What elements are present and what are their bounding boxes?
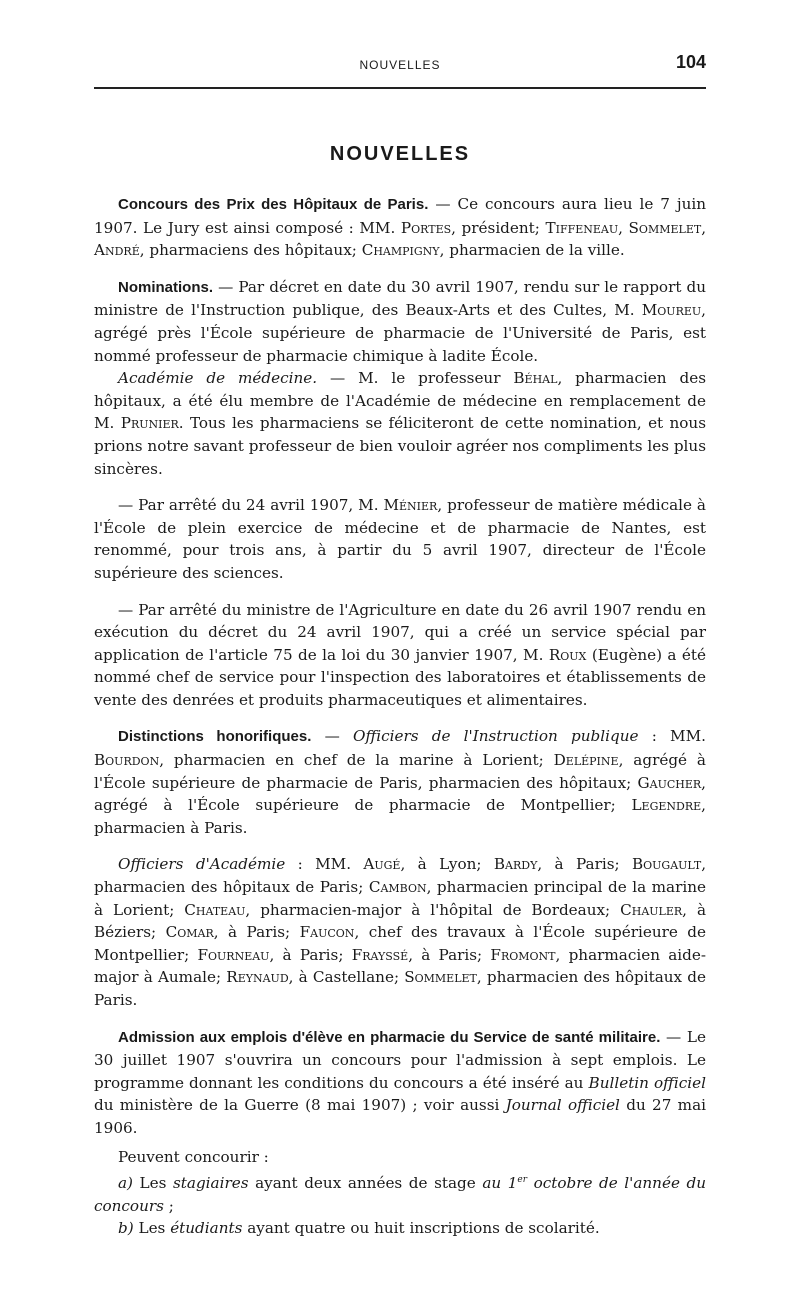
paragraph-officiers-academie xyxy=(94,853,706,1011)
text: , président; xyxy=(451,218,546,237)
text: — Par arrêté du 24 avril 1907, M. xyxy=(118,496,384,515)
text: (Eugène) a été nommé chef de service pour l'inspection des laboratoires et établissements de vente des denrées et produits pharmaceutiques et alimentaires. xyxy=(94,645,706,709)
text: , à Paris; xyxy=(269,945,352,964)
page-number: 104 xyxy=(675,52,706,72)
paragraph-academie xyxy=(94,367,706,480)
text: , agrégé à l'École supérieure de pharmacie de Montpellier; xyxy=(94,773,706,815)
person-name: Delépine xyxy=(553,751,619,770)
text: , à Castellane; xyxy=(288,968,405,987)
text: du 27 mai 1906. xyxy=(94,1096,706,1137)
italic-text: Officiers de l'Instruction publique xyxy=(353,727,639,746)
text: , à Paris; xyxy=(537,855,632,874)
text: — Ce concours aura lieu le 7 juin 1907. Le Jury est ainsi composé : MM. xyxy=(94,195,707,237)
paragraph-admission xyxy=(94,1026,706,1140)
text: : MM. xyxy=(285,855,364,874)
text: , à Béziers; xyxy=(94,900,706,942)
page-title: NOUVELLES xyxy=(329,143,471,165)
paragraph-agriculture xyxy=(94,599,706,712)
text: — Par décret en date du 30 avril 1907, rendu sur le rapport du ministre de l'Instruction publique, des Beaux-Arts et des Cultes, M. xyxy=(94,277,706,320)
paragraph-distinctions xyxy=(94,725,706,839)
article-body xyxy=(94,193,706,1240)
person-name: Gaucher xyxy=(637,773,702,792)
text: , agrégé à l'École supérieure de pharmacie de Paris, pharmacien des hôpitaux; xyxy=(94,751,706,792)
text: , chef des travaux à l'École supérieure de Montpellier; xyxy=(94,923,707,964)
text: , xyxy=(701,218,707,237)
person-name: Tiffeneau xyxy=(545,218,619,237)
text: , pharmacien des hôpitaux de Paris; xyxy=(94,855,707,897)
text: , pharmaciens des hôpitaux; xyxy=(139,241,362,260)
italic-text: stagiaires xyxy=(173,1174,249,1193)
text: , à Paris; xyxy=(213,923,300,942)
person-name: Champigny xyxy=(361,241,440,260)
list-item-a xyxy=(94,1172,706,1217)
person-name: Béhal xyxy=(513,369,558,388)
text: ayant deux années de stage xyxy=(248,1174,483,1193)
section-heading: Nominations. xyxy=(118,278,214,296)
person-name: Bourdon xyxy=(94,751,160,770)
superscript: er xyxy=(517,1175,528,1186)
paragraph-concours xyxy=(94,193,706,262)
italic-text: Bulletin officiel xyxy=(588,1073,706,1092)
person-name: Roux xyxy=(548,645,587,664)
text: — Par arrêté du ministre de l'Agriculture en date du 26 avril 1907 rendu en exécution du décret du 24 avril 1907, qui a créé un service spécial par application de l'article 75 de la loi du 30 janvier 1907, M. xyxy=(94,600,706,664)
section-heading: Concours des Prix des Hôpitaux de Paris. xyxy=(118,196,429,213)
paragraph-peuvent xyxy=(94,1146,706,1169)
italic-text: octobre de l'année du concours xyxy=(94,1174,707,1215)
person-name: Bardy xyxy=(493,855,538,874)
paragraph-menier xyxy=(94,494,706,584)
text: , pharmacien principal de la marine à Lorient; xyxy=(94,878,706,919)
person-name: Legendre xyxy=(631,796,702,815)
italic-text: Journal officiel xyxy=(505,1096,620,1115)
person-name: Sommelet xyxy=(628,218,702,237)
section-heading: Distinctions honorifiques. xyxy=(118,728,312,746)
text: ; xyxy=(163,1196,174,1215)
text: — xyxy=(311,727,354,746)
person-name: Prunier xyxy=(120,414,179,433)
person-name: Ménier xyxy=(383,496,438,515)
person-name: Comar xyxy=(165,923,214,942)
text: , pharmacien aide-major à Aumale; xyxy=(94,945,706,987)
person-name: Fromont xyxy=(490,945,556,964)
section-subheading: Académie de médecine. xyxy=(118,369,318,388)
list-marker: b) xyxy=(118,1219,134,1238)
section-heading: Admission aux emplois d'élève en pharmacie du Service de santé militaire. xyxy=(118,1028,661,1046)
text: , à Paris; xyxy=(408,945,491,964)
italic-text: Officiers d'Académie xyxy=(118,855,286,874)
text: , agrégé près l'École supérieure de pharmacie de l'Université de Paris, est nommé professeur de pharmacie chimique à ladite École. xyxy=(94,301,706,365)
person-name: Cambon xyxy=(368,878,427,897)
person-name: André xyxy=(94,241,140,260)
text: — Le 30 juillet 1907 s'ouvrira un concours pour l'admission à sept emplois. Le programme donnant les conditions du concours a été inséré au xyxy=(94,1027,706,1092)
person-name: Portes xyxy=(400,218,452,237)
header-rule xyxy=(94,87,706,89)
page-header xyxy=(94,50,706,80)
person-name: Chauler xyxy=(620,900,683,919)
list-marker: a) xyxy=(118,1174,133,1193)
person-name: Fourneau xyxy=(197,945,270,964)
text: , pharmacien à Paris. xyxy=(94,796,706,837)
text: . Tous les pharmaciens se féliciteront de cette nomination, et nous prions notre savant professeur de bien vouloir agréer nos compliments les plus sincères. xyxy=(94,414,706,478)
italic-text: au 1 xyxy=(482,1174,518,1193)
text: , xyxy=(618,218,629,237)
text: , pharmacien de la ville. xyxy=(439,241,625,260)
text: , pharmacien des hôpitaux, a été élu membre de l'Académie de médecine en remplacement de M. xyxy=(94,369,706,433)
text: — M. le professeur xyxy=(317,369,514,388)
person-name: Frayssé xyxy=(351,945,409,964)
person-name: Reynaud xyxy=(226,968,289,987)
text: , pharmacien des hôpitaux de Paris. xyxy=(94,968,706,1009)
text: ayant quatre ou huit inscriptions de scolarité. xyxy=(242,1219,600,1238)
text: , pharmacien-major à l'hôpital de Bordeaux; xyxy=(245,900,621,919)
text: : MM. xyxy=(638,727,706,746)
person-name: Faucon xyxy=(299,923,355,942)
text: , pharmacien en chef de la marine à Lorient; xyxy=(159,751,554,770)
text: Les xyxy=(133,1219,171,1238)
text: du ministère de la Guerre (8 mai 1907) ; voir aussi xyxy=(94,1096,506,1115)
paragraph-nominations xyxy=(94,276,706,367)
person-name: Moureu xyxy=(641,301,702,320)
text: Peuvent concourir : xyxy=(118,1147,269,1166)
person-name: Bougault xyxy=(631,855,702,874)
text: , à Lyon; xyxy=(400,855,494,874)
person-name: Sommelet xyxy=(404,968,477,987)
italic-text: étudiants xyxy=(170,1219,243,1238)
text: , professeur de matière médicale à l'École de plein exercice de médecine et de pharmacie de Nantes, est renommé, pour trois ans, à partir du 5 avril 1907, directeur de l'École supérieure des sciences. xyxy=(94,496,706,582)
person-name: Augé xyxy=(363,855,401,874)
text: Les xyxy=(132,1174,173,1193)
person-name: Chateau xyxy=(184,900,246,919)
list-item-b xyxy=(94,1217,706,1240)
running-title: NOUVELLES xyxy=(359,58,441,72)
